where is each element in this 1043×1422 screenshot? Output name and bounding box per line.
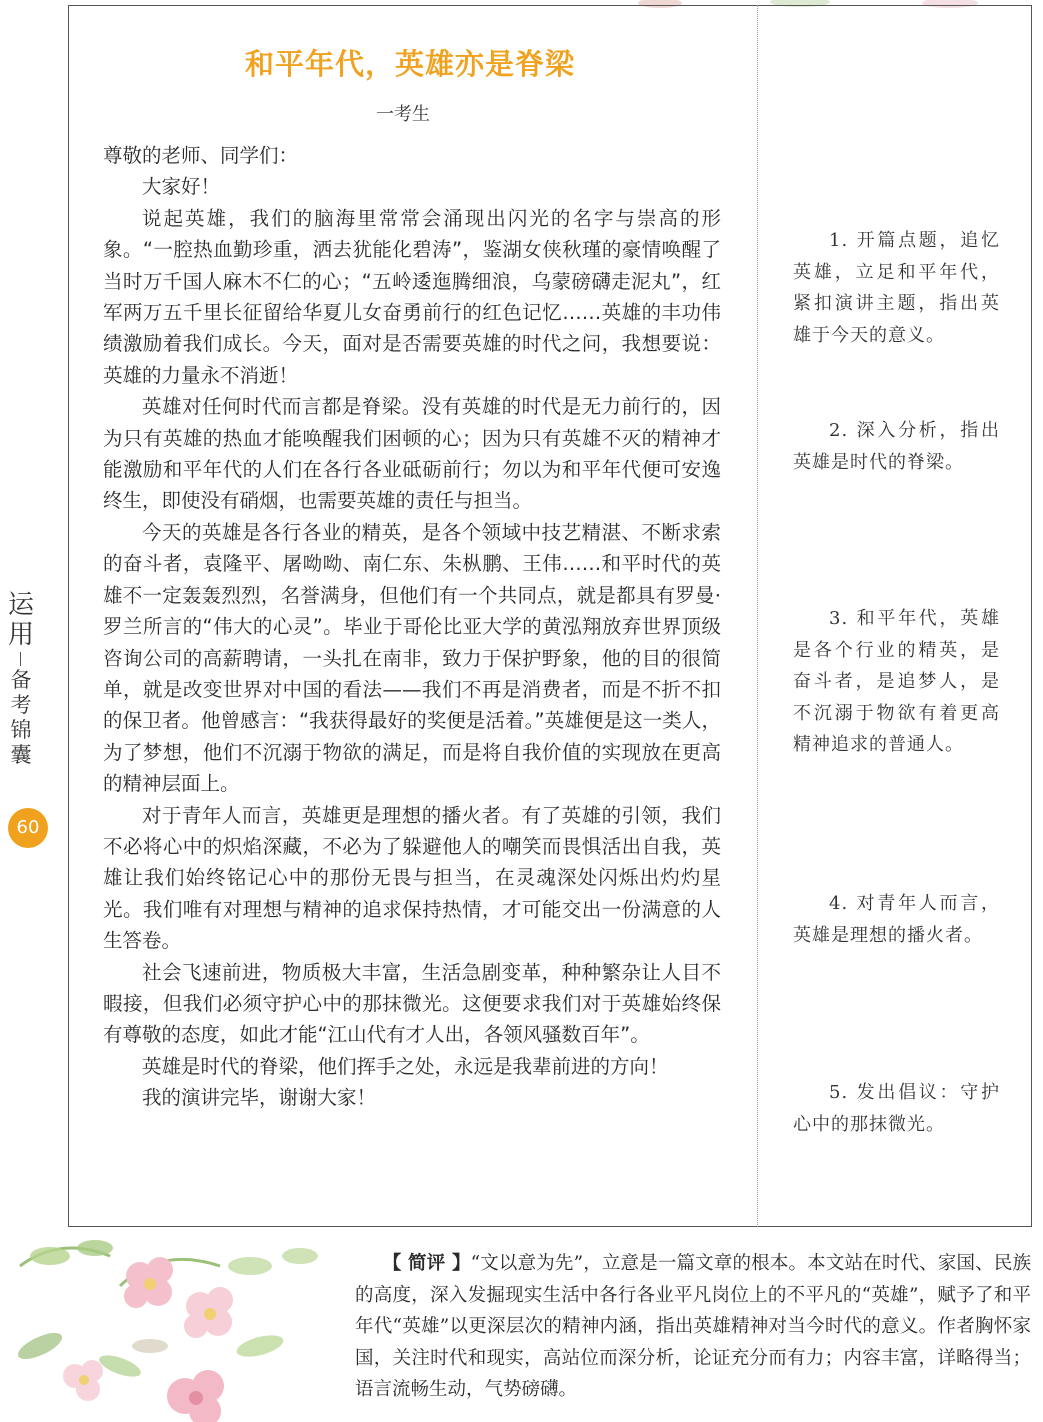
paragraph: 今天的英雄是各行各业的精英，是各个领域中技艺精湛、不断求索的奋斗者，袁隆平、屠呦呦、南仁东、朱枞鹏、王伟……和平时代的英雄不一定轰轰烈烈，名誉满身，但他们有一个共同点，就是都具有罗曼·罗兰所言的“伟大的心灵”。毕业于哥伦比亚大学的黄泓翔放弃世界顶级咨询公司的高薪聘请，一头扎在南非，致力于保护野象，他的目的很简单，就是改变世界对中国的看法——我们不再是消费者，而是不折不扣的保卫者。他曾感言：“我获得最好的奖便是活着。”英雄便是这一类人，为了梦想，他们不沉溺于物欲的满足，而是将自我价值的实现放在更高的精神层面上。	[103, 520, 721, 796]
article-body	[103, 140, 721, 1114]
margin-note-1: 1. 开篇点题，追忆英雄，立足和平年代，紧扣演讲主题，指出英雄于今天的意义。	[793, 230, 1000, 346]
article-author: 一考生	[376, 104, 430, 125]
paragraph: 我的演讲完毕，谢谢大家！	[142, 1086, 377, 1110]
article-title: 和平年代，英雄亦是脊梁	[244, 47, 575, 81]
margin-note-2: 2. 深入分析，指出英雄是时代的脊梁。	[793, 420, 1000, 473]
side-label-divider	[20, 652, 21, 666]
side-section-label	[0, 590, 40, 768]
page-number-badge: 60	[8, 808, 48, 848]
margin-note-5: 5. 发出倡议：守护心中的那抹微光。	[793, 1082, 1000, 1135]
salutation: 尊敬的老师、同学们：	[103, 144, 299, 167]
margin-note-3: 3. 和平年代，英雄是各个行业的精英，是奋斗者，是追梦人，是不沉溺于物欲有着更高精神追求的普通人。	[793, 608, 1000, 755]
paragraph: 说起英雄，我们的脑海里常常会涌现出闪光的名字与崇高的形象。“一腔热血勤珍重，洒去犹能化碧涛”，鉴湖女侠秋瑾的豪情唤醒了当时万千国人麻木不仁的心；“五岭逶迤腾细浪，乌蒙磅礴走泥丸”，红军两万五千里长征留给华夏儿女奋勇前行的红色记忆……英雄的丰功伟绩激励着我们成长。今天，面对是否需要英雄的时代之问，我想要说：英雄的力量永不消逝！	[103, 206, 721, 387]
review-label: 【 简评 】	[382, 1253, 471, 1274]
side-label-main: 运用	[8, 590, 35, 650]
margin-note-4: 4. 对青年人而言，英雄是理想的播火者。	[793, 893, 1000, 946]
paragraph: 对于青年人而言，英雄更是理想的播火者。有了英雄的引领，我们不必将心中的炽焰深藏，不必为了躲避他人的嘲笑而畏惧活出自我，英雄让我们始终铭记心中的那份无畏与担当，在灵魂深处闪烁出灼灼星光。我们唯有对理想与精神的追求保持热情，才可能交出一份满意的人生答卷。	[103, 803, 721, 953]
review-text: “文以意为先”，立意是一篇文章的根本。本文站在时代、家国、民族的高度，深入发掘现实生活中各行各业平凡岗位上的不平凡的“英雄”，赋予了和平年代“英雄”以更深层次的精神内涵，指出英雄精神对当今时代的意义。作者胸怀家国，关注时代和现实，高站位而深分析，论证充分而有力；内容丰富，详略得当；语言流畅生动，气势磅礴。	[355, 1253, 1031, 1400]
floral-decoration-bottom	[0, 1226, 330, 1422]
paragraph: 大家好！	[142, 175, 221, 199]
paragraph: 英雄对任何时代而言都是脊梁。没有英雄的时代是无力前行的，因为只有英雄的热血才能唤醒我们困顿的心；因为只有英雄不灭的精神才能激励和平年代的人们在各行各业砥砺前行；勿以为和平年代便可安逸终生，即使没有硝烟，也需要英雄的责任与担当。	[103, 395, 721, 513]
paragraph: 英雄是时代的脊梁，他们挥手之处，永远是我辈前进的方向！	[142, 1054, 669, 1078]
review-comment	[355, 1248, 1031, 1406]
side-label-sub: 备考锦囊	[10, 668, 32, 767]
paragraph: 社会飞速前进，物质极大丰富，生活急剧变革，种种繁杂让人目不暇接，但我们必须守护心中的那抹微光。这便要求我们对于英雄始终保有尊敬的态度，如此才能“江山代有才人出，各领风骚数百年”。	[103, 960, 721, 1047]
column-divider	[757, 5, 758, 1227]
